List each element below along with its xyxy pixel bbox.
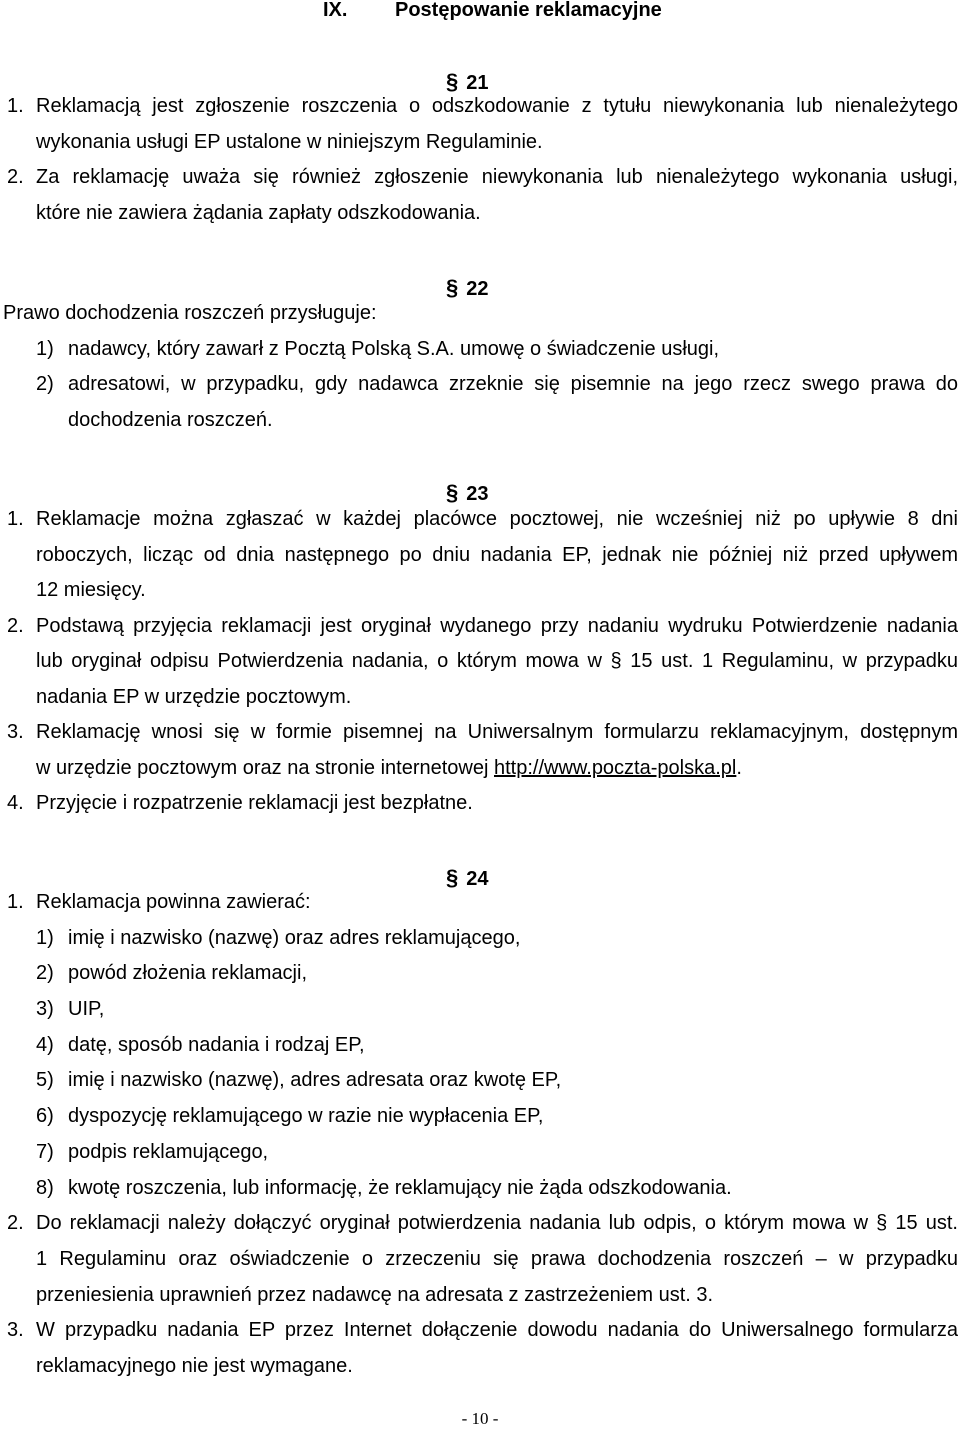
- list-item: [0, 609, 958, 645]
- item-continuation: [0, 403, 958, 439]
- sub-item: [0, 1099, 958, 1135]
- sub-item-number: 8): [36, 1176, 54, 1199]
- sub-item: [0, 1135, 958, 1171]
- sub-item-text: imię i nazwisko (nazwę) oraz adres reklamującego,: [68, 926, 521, 949]
- sub-item-number: 7): [36, 1140, 54, 1163]
- item-text-line: dochodzenia roszczeń.: [68, 408, 273, 431]
- item-continuation: [0, 644, 958, 680]
- item-text-line: nadania EP w urzędzie pocztowym.: [36, 685, 352, 708]
- page-number: - 10 -: [461, 1409, 499, 1428]
- item-number: 1): [36, 337, 54, 360]
- item-text-fragment: w urzędzie pocztowym oraz na stronie internetowej: [36, 756, 489, 779]
- list-item: [0, 786, 958, 822]
- item-number: 3.: [7, 1319, 24, 1342]
- section-sign: §: [446, 480, 459, 505]
- item-text-line: Reklamacją jest zgłoszenie roszczenia o odszkodowanie z tytułu niewykonania lub nienależytego: [36, 95, 958, 117]
- item-text-line: które nie zawiera żądania zapłaty odszkodowania.: [36, 201, 481, 224]
- section-number: 22: [466, 278, 489, 300]
- item-text-line: przeniesienia uprawnień przez nadawcę na adresata z zastrzeżeniem ust. 3.: [36, 1283, 714, 1306]
- item-continuation: [0, 1349, 958, 1385]
- sub-item-text: kwotę roszczenia, lub informację, że reklamujący nie żąda odszkodowania.: [68, 1176, 732, 1199]
- list-item: [0, 1206, 958, 1242]
- sub-item-text: podpis reklamującego,: [68, 1140, 269, 1163]
- chapter-heading: [0, 0, 960, 20]
- item-number: 3.: [7, 721, 24, 743]
- item-text-line: reklamacyjnego nie jest wymagane.: [36, 1354, 353, 1377]
- item-number: 1.: [7, 95, 24, 117]
- item-continuation: [0, 573, 958, 609]
- item-text-line: Przyjęcie i rozpatrzenie reklamacji jest bezpłatne.: [36, 792, 473, 814]
- item-text-line: Podstawą przyjęcia reklamacji jest oryginał wydanego przy nadaniu wydruku Potwierdzenie nadania: [36, 614, 958, 637]
- item-number: 2.: [7, 1212, 24, 1235]
- list-item: [0, 160, 958, 196]
- section-sign: §: [446, 865, 459, 890]
- item-text-line: wykonania usługi EP ustalone w niniejszym Regulaminie.: [36, 130, 543, 153]
- section-number: 21: [466, 72, 489, 94]
- sub-item-number: 5): [36, 1069, 54, 1092]
- section-sign: §: [446, 69, 459, 94]
- item-text-line: W przypadku nadania EP przez Internet dołączenie dowodu nadania do Uniwersalnego formularza: [36, 1319, 958, 1342]
- sub-item-number: 2): [36, 962, 54, 985]
- item-text-line: Za reklamację uważa się również zgłoszenie niewykonania lub nienależytego wykonania usługi,: [36, 166, 958, 188]
- item-number: 1.: [7, 891, 24, 913]
- item-number: 2.: [7, 166, 24, 188]
- list-item: [0, 332, 958, 368]
- item-number: 2): [36, 373, 54, 395]
- section-24-body: [0, 885, 958, 1385]
- item-continuation: [0, 538, 958, 574]
- item-text-line: 1 Regulaminu oraz oświadczenie o zrzeczeniu się prawa dochodzenia roszczeń – w przypadku: [36, 1247, 958, 1270]
- item-text-line-with-link: [36, 751, 958, 787]
- sub-item-text: UIP,: [68, 998, 105, 1021]
- item-continuation: [0, 1242, 958, 1278]
- sub-item-number: 4): [36, 1033, 54, 1056]
- item-text-line: adresatowi, w przypadku, gdy nadawca zrzeknie się pisemnie na jego rzecz swego prawa do: [68, 373, 958, 395]
- link-suffix: .: [736, 756, 742, 779]
- list-item: [0, 885, 958, 921]
- sub-item: [0, 1028, 958, 1064]
- sub-item-number: 6): [36, 1105, 54, 1128]
- section-22-body: [0, 296, 958, 438]
- sub-item-text: powód złożenia reklamacji,: [68, 962, 308, 985]
- item-text-line: Do reklamacji należy dołączyć oryginał potwierdzenia nadania lub odpis, o którym mowa w § 15 ust.: [36, 1212, 958, 1235]
- sub-item: [0, 921, 958, 957]
- item-text-line: nadawcy, który zawarł z Pocztą Polską S.A. umowę o świadczenie usługi,: [68, 337, 720, 360]
- item-text-line: 12 miesięcy.: [36, 579, 146, 601]
- sub-item: [0, 1171, 958, 1207]
- sub-item-text: datę, sposób nadania i rodzaj EP,: [68, 1033, 365, 1056]
- list-item: [0, 89, 958, 125]
- sub-item: [0, 1063, 958, 1099]
- sub-item: [0, 956, 958, 992]
- item-number: 4.: [7, 792, 24, 814]
- item-text-line: lub oryginał odpisu Potwierdzenia nadania, o którym mowa w § 15 ust. 1 Regulaminu, w przypadku: [36, 650, 958, 672]
- sub-item-number: 3): [36, 998, 54, 1021]
- section-23-body: [0, 502, 958, 822]
- section-number: 24: [466, 868, 489, 890]
- section-intro: [0, 296, 958, 332]
- item-continuation: [0, 751, 958, 787]
- intro-text: Prawo dochodzenia roszczeń przysługuje:: [3, 302, 377, 324]
- section-sign: §: [446, 275, 459, 300]
- sub-item: [0, 992, 958, 1028]
- list-item: [0, 367, 958, 403]
- item-continuation: [0, 196, 958, 232]
- chapter-title: Postępowanie reklamacyjne: [395, 0, 662, 21]
- item-text-line: roboczych, licząc od dnia następnego po dniu nadania EP, jednak nie później niż przed upływem: [36, 543, 958, 566]
- item-text-line: Reklamacja powinna zawierać:: [36, 891, 311, 913]
- item-continuation: [0, 125, 958, 161]
- list-item: [0, 715, 958, 751]
- sub-item-text: dyspozycję reklamującego w razie nie wypłacenia EP,: [68, 1105, 544, 1128]
- list-item: [0, 1313, 958, 1349]
- section-number: 23: [466, 483, 489, 505]
- sub-item-number: 1): [36, 926, 54, 949]
- item-text-line: Reklamacje można zgłaszać w każdej placówce pocztowej, nie wcześniej niż po upływie 8 dni: [36, 508, 958, 530]
- item-number: 1.: [7, 508, 24, 530]
- website-link[interactable]: http://www.poczta-polska.pl: [494, 756, 737, 779]
- section-21-body: [0, 89, 958, 231]
- item-continuation: [0, 680, 958, 716]
- chapter-number: IX.: [323, 0, 348, 21]
- item-number: 2.: [7, 614, 24, 637]
- sub-item-text: imię i nazwisko (nazwę), adres adresata oraz kwotę EP,: [68, 1069, 562, 1092]
- item-text-line: Reklamację wnosi się w formie pisemnej na Uniwersalnym formularzu reklamacyjnym, dostępnym: [36, 721, 958, 743]
- item-continuation: [0, 1278, 958, 1314]
- list-item: [0, 502, 958, 538]
